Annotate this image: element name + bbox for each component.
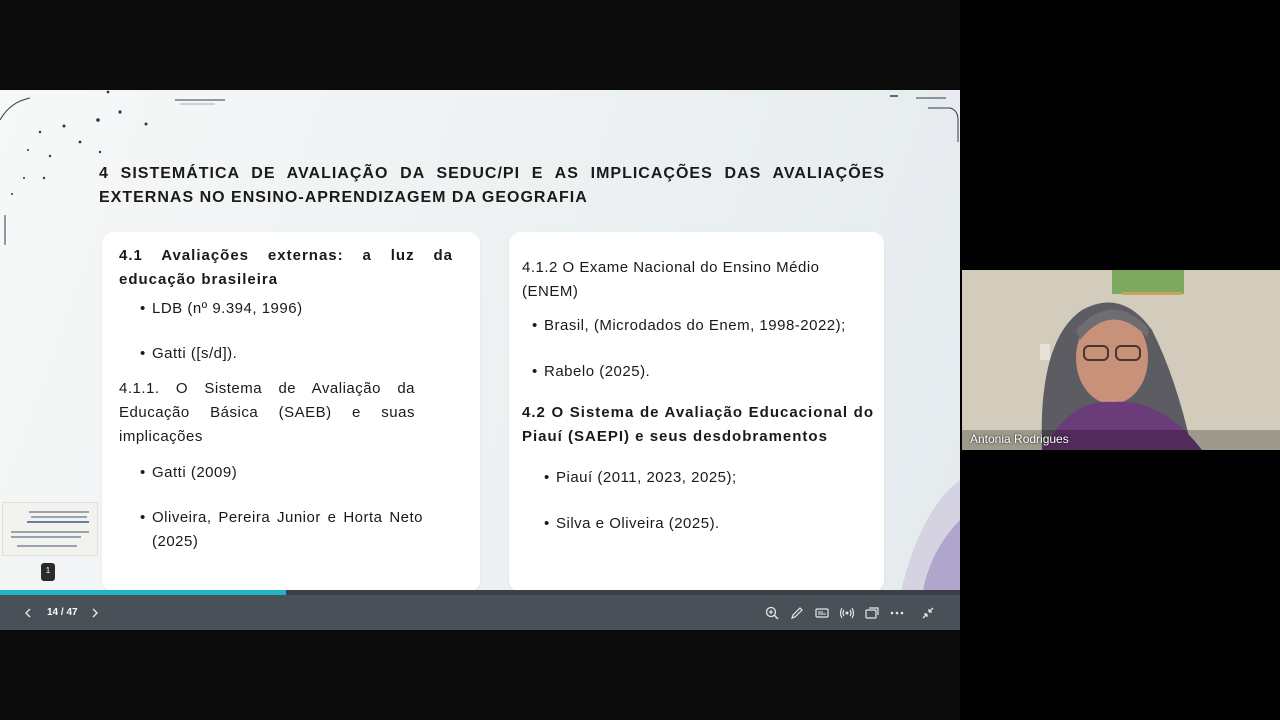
pen-icon[interactable] [789,605,805,621]
list-item: • Rabelo (2025). [544,360,874,384]
left-card-subheading: 4.1.1. O Sistema de Avaliação da Educação Básica (SAEB) e suas implicações [119,380,415,445]
slide [0,90,960,595]
slide-counter: 14 / 47 [47,607,78,618]
corner-decoration-right-icon [880,90,960,150]
institution-logo [2,502,98,556]
list-item: • Brasil, (Microdados do Enem, 1998-2022); [544,314,874,338]
chevron-left-icon[interactable] [20,605,36,621]
list-item: • Oliveira, Pereira Junior e Horta Neto (2025) [152,506,423,554]
page-badge: 1 [41,563,55,581]
exit-fullscreen-icon[interactable] [920,605,936,621]
participant-name: Antonia Rodrigues [970,432,1069,446]
participant-video-frame-icon [962,270,1280,450]
list-item: • Piauí (2011, 2023, 2025); [556,466,866,490]
list-item: • Silva e Oliveira (2025). [556,512,866,536]
list-item: • LDB (nº 9.394, 1996) [152,297,452,321]
slide-title: 4 SISTEMÁTICA DE AVALIAÇÃO DA SEDUC/PI E AS IMPLICAÇÕES DAS AVALIAÇÕES EXTERNAS NO ENSINO-APRENDIZAGEM DA GEOGRAFIA [99,165,885,206]
player-controls [0,595,960,630]
broadcast-icon[interactable] [839,605,855,621]
subtitles-icon[interactable] [814,605,830,621]
side-mark-icon [2,215,12,245]
left-card-heading: 4.1 Avaliações externas: a luz da educação brasileira [119,247,453,288]
participant-video[interactable] [962,270,1280,450]
more-icon[interactable] [889,605,905,621]
list-item: • Gatti ([s/d]). [152,342,452,366]
right-card-subheading: 4.1.2 O Exame Nacional do Ensino Médio (ENEM) [522,259,820,300]
chevron-right-icon[interactable] [87,605,103,621]
right-card-heading: 4.2 O Sistema de Avaliação Educacional do Piauí (SAEPI) e seus desdobramentos [522,404,874,445]
list-item: • Gatti (2009) [152,461,452,485]
window-icon[interactable] [864,605,880,621]
zoom-icon[interactable] [764,605,780,621]
